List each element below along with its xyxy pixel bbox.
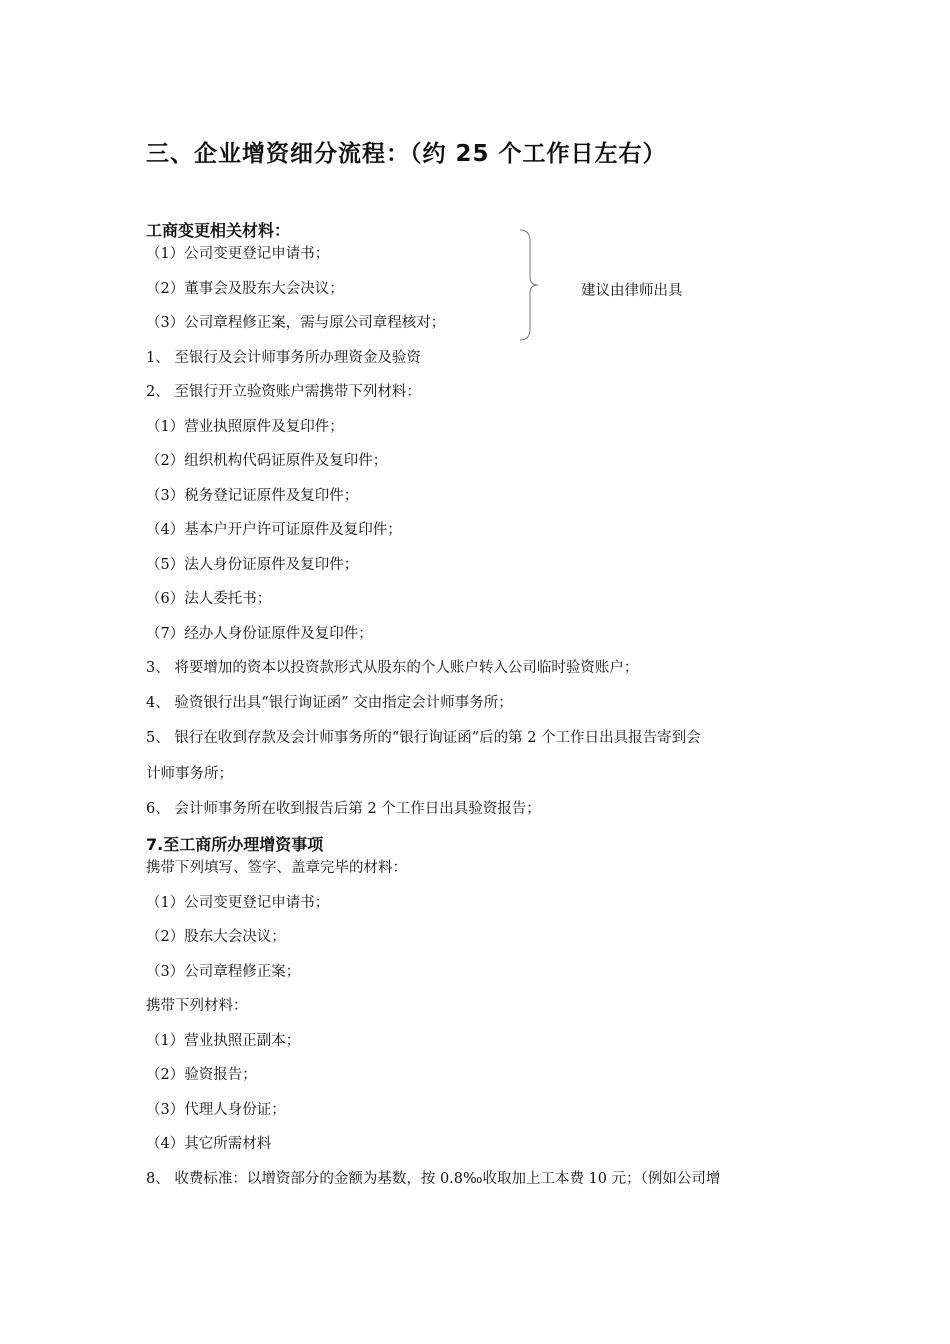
step-2: 2、 至银行开立验资账户需携带下列材料： (146, 384, 421, 400)
section-7-line-2: （1）公司变更登记申请书； (146, 895, 330, 911)
step-8: 8、 收费标准：以增资部分的金额为基数，按 0.8‰收取加上工本费 10 元；（例如公司增 (146, 1171, 721, 1187)
change-item-3: （3）公司章程修正案，需与原公司章程核对； (146, 315, 446, 331)
section-7-line-1: 携带下列填写、签字、盖章完毕的材料： (146, 860, 407, 876)
section-7-line-8: （3）代理人身份证； (146, 1102, 286, 1118)
right-brace-icon (518, 229, 542, 341)
step-2-item-3: （3）税务登记证原件及复印件； (146, 488, 359, 504)
step-5: 5、 银行在收到存款及会计师事务所的“银行询证函”后的第 2 个工作日出具报告寄到会 (146, 730, 701, 746)
section-7-line-4: （3）公司章程修正案； (146, 964, 301, 980)
step-2-item-7: （7）经办人身份证原件及复印件； (146, 626, 373, 642)
section-7-title: 7.至工商所办理增资事项 (146, 835, 324, 854)
step-1: 1、 至银行及会计师事务所办理资金及验资 (146, 350, 421, 366)
step-2-item-1: （1）营业执照原件及复印件； (146, 419, 344, 435)
step-2-item-4: （4）基本户开户许可证原件及复印件； (146, 522, 402, 538)
step-2-item-6: （6）法人委托书； (146, 591, 272, 607)
step-5-continued: 计师事务所； (146, 766, 233, 782)
step-4: 4、 验资银行出具“银行询证函” 交由指定会计师事务所； (146, 695, 513, 711)
step-2-item-5: （5）法人身份证原件及复印件； (146, 557, 359, 573)
step-6: 6、 会计师事务所在收到报告后第 2 个工作日出具验资报告； (146, 801, 541, 817)
section-7-line-9: （4）其它所需材料 (146, 1136, 272, 1152)
section-7-line-5: 携带下列材料： (146, 998, 248, 1014)
section-change-title: 工商变更相关材料： (146, 221, 291, 240)
section-7-line-7: （2）验资报告； (146, 1067, 257, 1083)
section-7-line-6: （1）营业执照正副本； (146, 1033, 301, 1049)
step-3: 3、 将要增加的资本以投资款形式从股东的个人账户转入公司临时验资账户； (146, 660, 639, 676)
change-item-2: （2）董事会及股东大会决议； (146, 281, 344, 297)
section-7-line-3: （2）股东大会决议； (146, 929, 286, 945)
brace-note: 建议由律师出具 (581, 283, 683, 299)
change-item-1: （1）公司变更登记申请书； (146, 246, 330, 262)
step-2-item-2: （2）组织机构代码证原件及复印件； (146, 453, 388, 469)
page-title: 三、企业增资细分流程：（约 25 个工作日左右） (146, 141, 667, 167)
